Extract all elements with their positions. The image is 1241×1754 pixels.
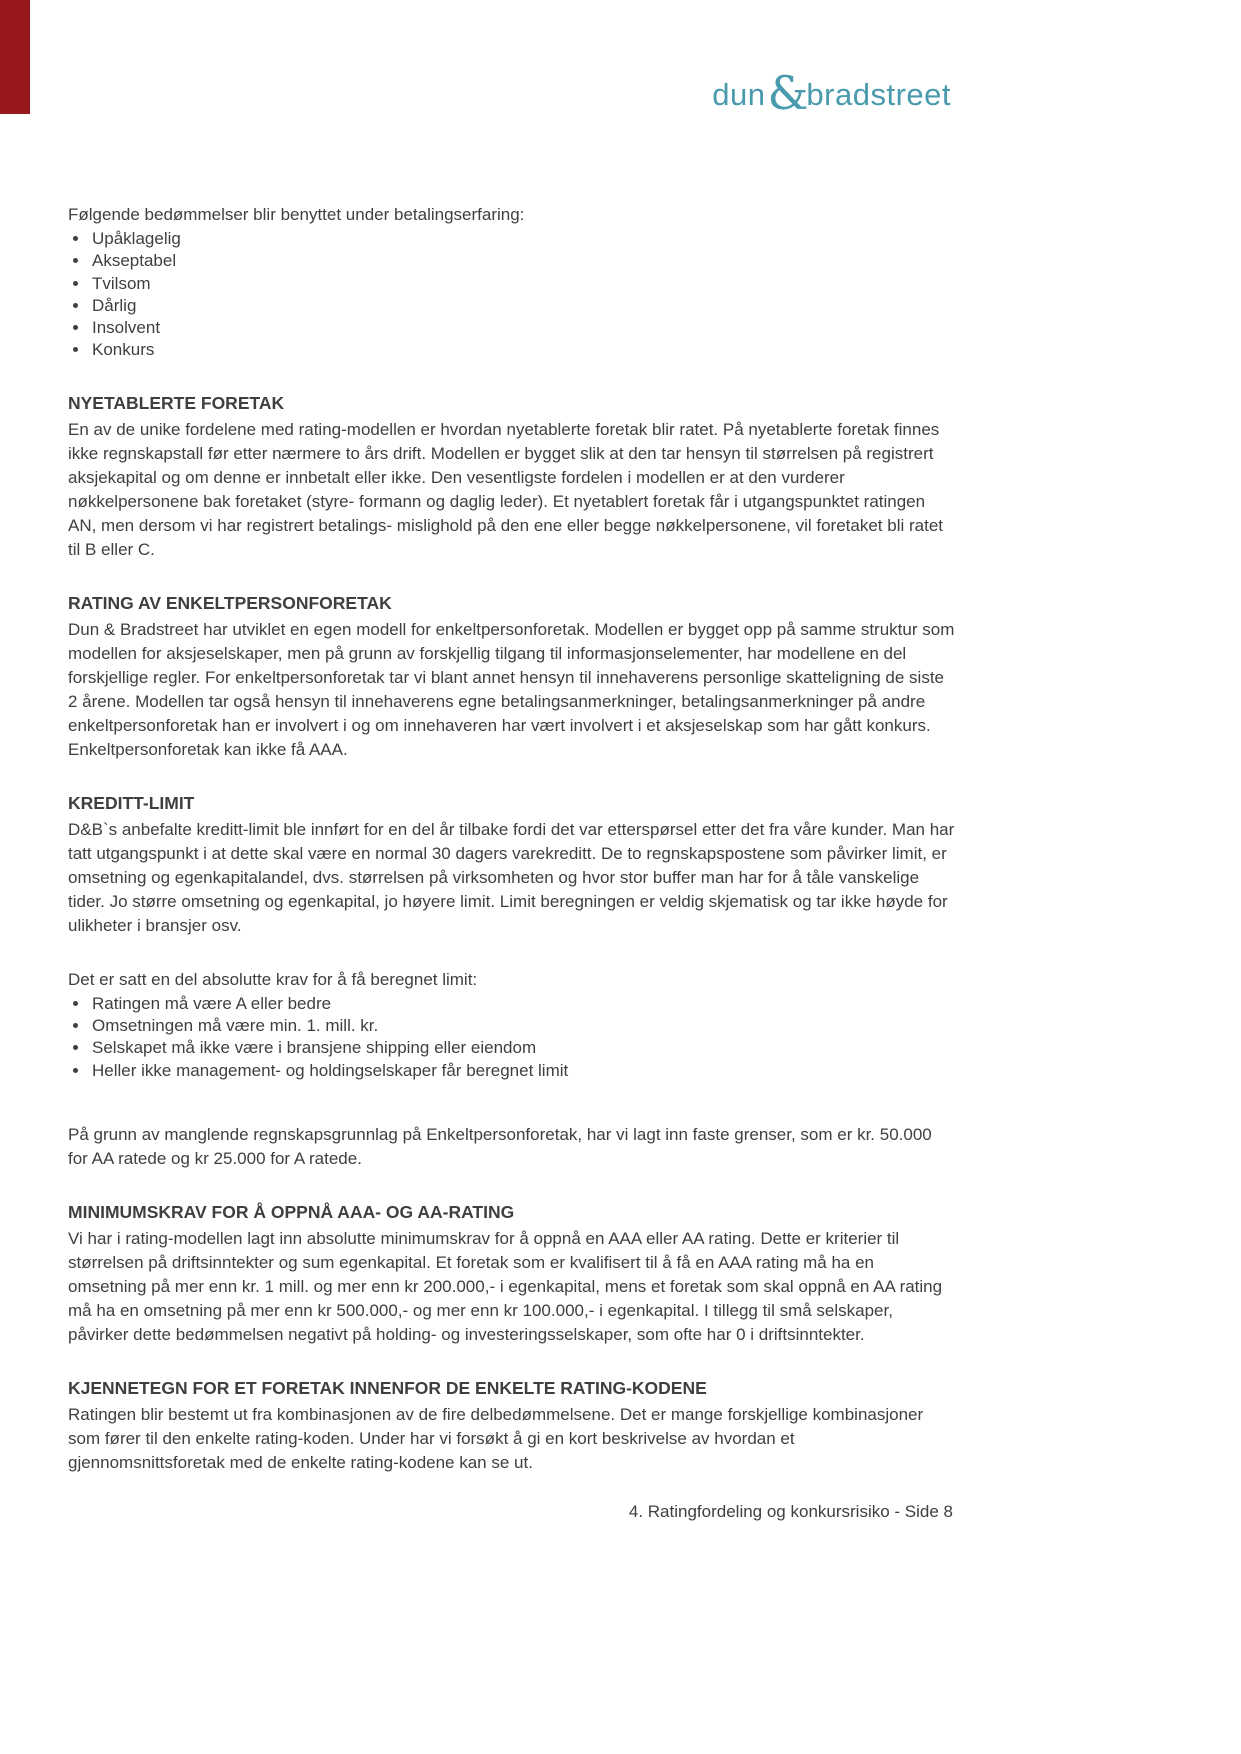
red-accent-bar	[0, 0, 30, 114]
list-item: • Heller ikke management- og holdingselskaper får beregnet limit	[90, 1060, 956, 1082]
page-footer: 4. Ratingfordeling og konkursrisiko - Side 8	[628, 1502, 953, 1521]
document-content	[68, 204, 956, 1475]
payment-experience-list	[68, 228, 956, 362]
list-item: • Akseptabel	[90, 250, 956, 272]
logo-ampersand-icon: &	[767, 66, 809, 120]
section-body: Vi har i rating-modellen lagt inn absolutte minimumskrav for å oppnå en AAA eller AA rating. Dette er kriterier til størrelsen på driftsinntekter og sum egenkapital. Et foretak som er kvalifisert til å få en AAA rating må ha en omsetning på mer enn kr. 1 mill. og mer enn kr 200.000,- i egenkapital, mens et foretak som skal oppnå en AA rating må ha en omsetning på mer enn kr 500.000,- og mer enn kr 100.000,- i egenkapital. I tillegg til små selskaper, påvirker dette bedømmelsen negativt på holding- og investeringsselskaper, som ofte har 0 i driftsinntekter.	[68, 1228, 943, 1344]
section-rating-enkeltpersonforetak	[68, 591, 956, 762]
section-heading: KJENNETEGN FOR ET FORETAK INNENFOR DE ENKELTE RATING-KODENE	[68, 1377, 707, 1398]
logo-text-dun: dun	[712, 77, 766, 112]
section-heading: RATING AV ENKELTPERSONFORETAK	[68, 592, 392, 613]
section-kreditt-limit	[68, 791, 956, 938]
list-item: • Tvilsom	[90, 273, 956, 295]
list-item: • Selskapet må ikke være i bransjene shipping eller eiendom	[90, 1037, 956, 1059]
limit-requirements-list	[68, 993, 956, 1082]
section-heading: MINIMUMSKRAV FOR Å OPPNÅ AAA- OG AA-RATING	[68, 1201, 515, 1222]
section-kjennetegn	[68, 1376, 956, 1475]
section-minimumskrav	[68, 1200, 956, 1347]
limit-requirements-lead: Det er satt en del absolutte krav for å få beregnet limit:	[68, 969, 478, 989]
section-body: Ratingen blir bestemt ut fra kombinasjonen av de fire delbedømmelsene. Det er mange forskjellige kombinasjoner som fører til den enkelte rating-koden. Under har vi forsøkt å gi en kort beskrivelse av hvordan et gjennomsnittsforetak med de enkelte rating-kodene kan se ut.	[68, 1404, 924, 1472]
limit-requirements-block	[68, 969, 956, 1082]
section-body: D&B`s anbefalte kreditt-limit ble innført for en del år tilbake fordi det var etterspørsel etter det fra våre kunder. Man har tatt utgangspunkt i at dette skal være en normal 30 dagers varekreditt. De to regnskapspostene som påvirker limit, er omsetning og egenkapitalandel, dvs. størrelsen på virksomheten og hvor stor buffer man har for å tåle vanskelige tider. Jo større omsetning og egenkapital, jo høyere limit. Limit beregningen er veldig skjematisk og tar ikke høyde for ulikheter i bransjer osv.	[68, 819, 955, 935]
list-item: • Omsetningen må være min. 1. mill. kr.	[90, 1015, 956, 1037]
list-item: • Insolvent	[90, 317, 956, 339]
limit-fixed-thresholds-paragraph: På grunn av manglende regnskapsgrunnlag på Enkeltpersonforetak, har vi lagt inn faste grenser, som er kr. 50.000 for AA ratede og kr 25.000 for A ratede.	[68, 1124, 932, 1168]
section-heading: KREDITT-LIMIT	[68, 792, 195, 813]
list-item: • Dårlig	[90, 295, 956, 317]
intro-lead: Følgende bedømmelser blir benyttet under betalingserfaring:	[68, 205, 525, 224]
list-item: • Ratingen må være A eller bedre	[90, 993, 956, 1015]
list-item: • Konkurs	[90, 339, 956, 361]
logo-text-bradstreet: bradstreet	[806, 77, 951, 112]
list-item: • Upåklagelig	[90, 228, 956, 250]
section-heading: NYETABLERTE FORETAK	[68, 392, 285, 413]
dun-bradstreet-logo	[712, 66, 951, 120]
section-nyetablerte-foretak	[68, 391, 956, 562]
section-body: Dun & Bradstreet har utviklet en egen modell for enkeltpersonforetak. Modellen er bygget opp på samme struktur som modellen for aksjeselskaper, men på grunn av forskjellig tilgang til informasjonselementer, har modellene en del forskjellige regler. For enkeltpersonforetak tar vi blant annet hensyn til innehaverens personlige skatteligning de siste 2 årene. Modellen tar også hensyn til innehaverens egne betalingsanmerkninger, betalingsanmerkninger på andre enkeltpersonforetak han er involvert i og om innehaveren har vært involvert i et aksjeselskap som har gått konkurs. Enkeltpersonforetak kan ikke få AAA.	[68, 619, 955, 759]
section-body: En av de unike fordelene med rating-modellen er hvordan nyetablerte foretak blir ratet. På nyetablerte foretak finnes ikke regnskapstall før etter nærmere to års drift. Modellen er bygget slik at den tar hensyn til størrelsen på registrert aksjekapital og om denne er innbetalt eller ikke. Den vesentligste fordelen i modellen er at den vurderer nøkkelpersonene bak foretaket (styre- formann og daglig leder). Et nyetablert foretak får i utgangspunktet ratingen AN, men dersom vi har registrert betalings- mislighold på den ene eller begge nøkkelpersonene, vil foretaket bli ratet til B eller C.	[68, 419, 944, 559]
